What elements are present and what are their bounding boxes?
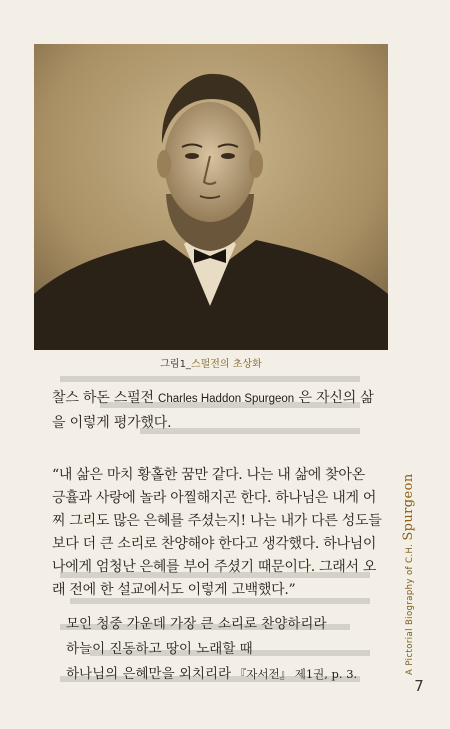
poem-block [66, 612, 386, 687]
intro-english-name: Charles Haddon Spurgeon [158, 393, 295, 405]
running-title [397, 425, 421, 675]
series-name: Spurgeon [401, 473, 416, 541]
intro-paragraph [52, 386, 382, 435]
series-title: A Pictorial Biography of C.H. [405, 543, 415, 675]
poem-reference: 『자서전』 제1권, p. 3. [231, 667, 358, 681]
figure-caption [34, 356, 388, 374]
quote-paragraph: “내 삶은 마치 황홀한 꿈만 같다. 나는 내 삶에 찾아온 긍휼과 사랑에 놀라 아찔해지곤 한다. 하나님은 내게 어찌 그리도 많은 은혜를 주셨는지! 나는 내가 다른 성도들보다 더 큰 소리로 찬양해야 한다고 생각했다. 하나님이 나에게 엄청난 은혜를 부어 주셨기 때문이다. 그래서 오래 전에 한 설교에서도 이렇게 고백했다.” [52, 467, 382, 598]
intro-text-end: 은 자신의 삶을 이렇게 평가했다. [52, 390, 374, 431]
poem-line-1: 모인 청중 가운데 가장 큰 소리로 찬양하리라 [66, 616, 327, 632]
poem-line-3-text: 하나님의 은혜만을 외치리라 [66, 666, 232, 682]
intro-text-start: 찰스 하돈 스펄전 [52, 390, 159, 406]
poem-line-3 [66, 662, 386, 687]
caption-title: 스펄전의 초상화 [190, 359, 262, 370]
portrait-photo [34, 44, 388, 350]
portrait-image [34, 44, 388, 350]
poem-line-2: 하늘이 진동하고 땅이 노래할 때 [66, 641, 253, 657]
caption-prefix: 그림1_ [160, 359, 191, 370]
page-number: 7 [414, 677, 424, 695]
